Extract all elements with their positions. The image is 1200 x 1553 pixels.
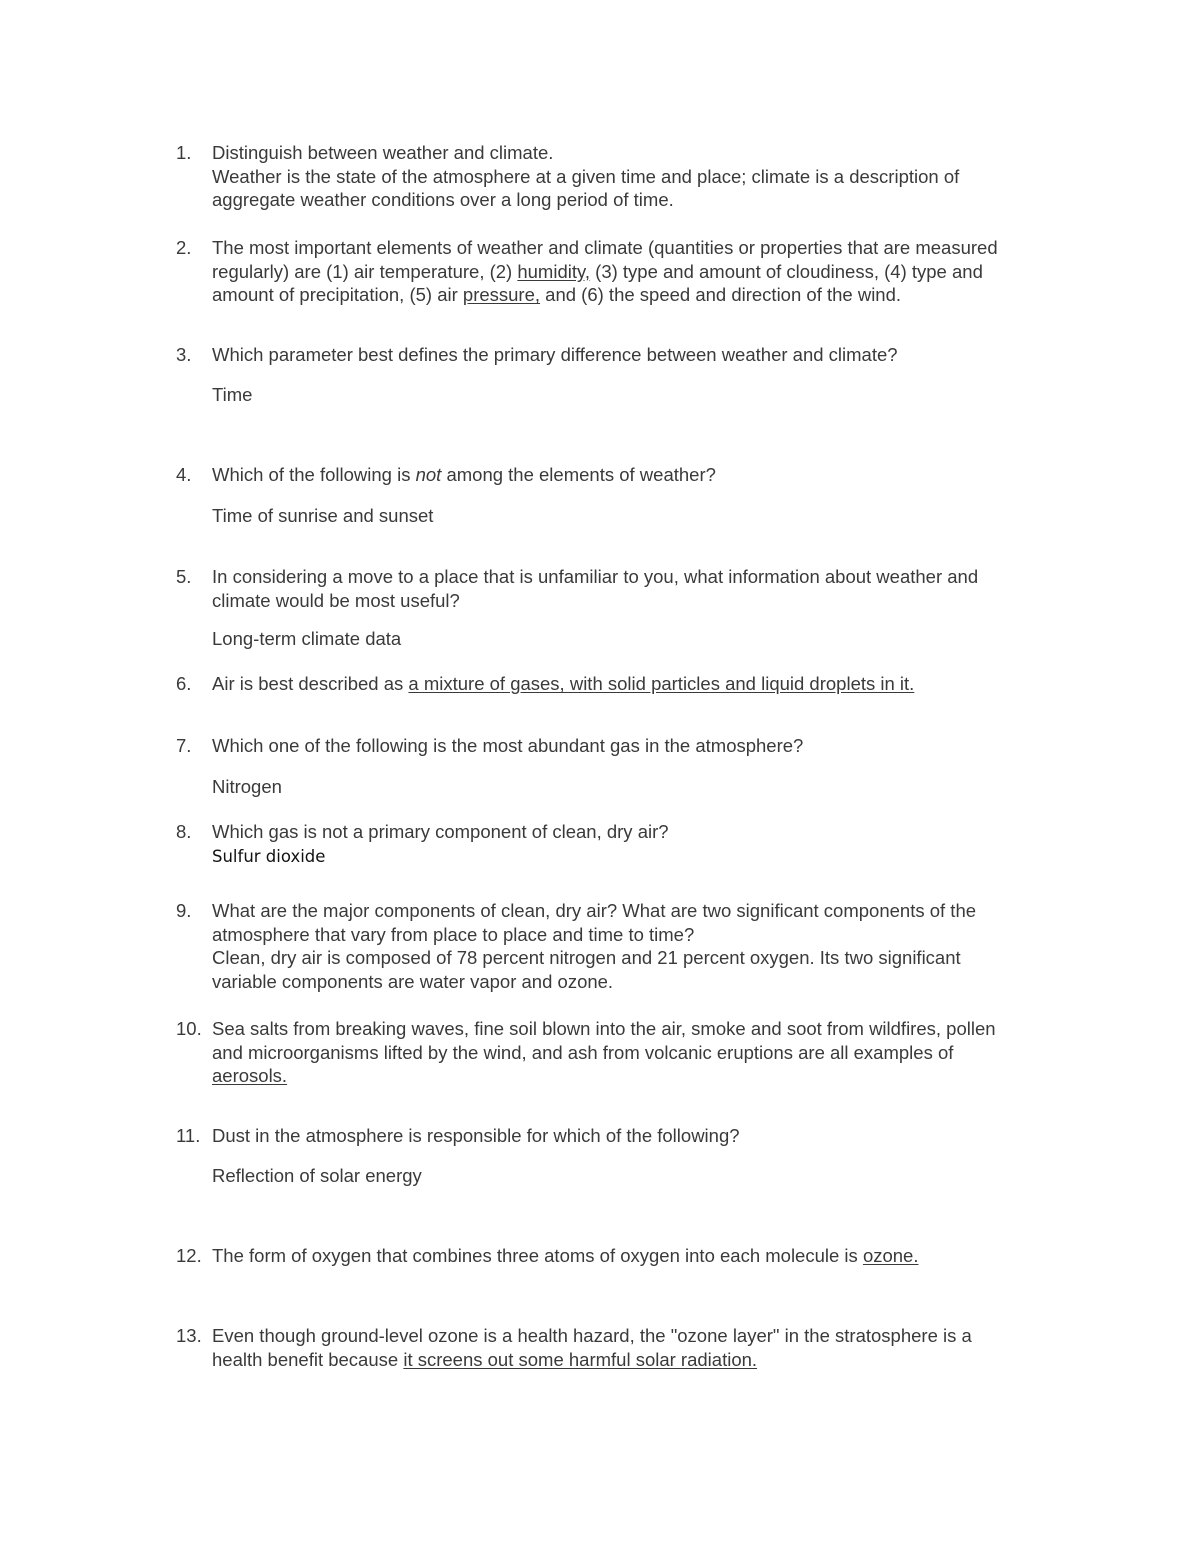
item-number: 10. bbox=[176, 1018, 202, 1039]
item-number: 4. bbox=[176, 464, 192, 485]
question-text: Even though ground-level ozone is a health hazard, the "ozone layer" in the stratosphere is a bbox=[212, 1325, 972, 1346]
text-run: and (6) the speed and direction of the wind. bbox=[540, 284, 902, 305]
filled-blank: pressure, bbox=[462, 284, 541, 305]
answer-text: Clean, dry air is composed of 78 percent nitrogen and 21 percent oxygen. Its two significant bbox=[212, 947, 961, 968]
answer-text: Reflection of solar energy bbox=[212, 1165, 422, 1186]
question-text bbox=[212, 672, 1062, 696]
question-text: atmosphere that vary from place to place and time to time? bbox=[212, 923, 695, 945]
question-text: Which parameter best defines the primary difference between weather and climate? bbox=[212, 344, 898, 365]
item-number: 2. bbox=[176, 237, 192, 258]
text-run: among the elements of weather? bbox=[441, 464, 716, 485]
text-run: health benefit because bbox=[212, 1348, 404, 1370]
question-text bbox=[212, 283, 1062, 307]
question-text: Sea salts from breaking waves, fine soil blown into the air, smoke and soot from wildfires, pollen bbox=[212, 1018, 996, 1039]
text-run: regularly) are (1) air temperature, (2) bbox=[212, 260, 518, 282]
answer-text: Weather is the state of the atmosphere at a given time and place; climate is a description of bbox=[212, 165, 960, 187]
item-number: 9. bbox=[176, 900, 192, 921]
filled-blank: aerosols. bbox=[212, 1065, 288, 1086]
item-number: 13. bbox=[176, 1325, 202, 1346]
question-text: Dust in the atmosphere is responsible for which of the following? bbox=[212, 1125, 740, 1146]
answer-text: Time of sunrise and sunset bbox=[212, 505, 434, 526]
item-number: 12. bbox=[176, 1245, 202, 1266]
answer-text: variable components are water vapor and ozone. bbox=[212, 970, 614, 992]
question-text: The most important elements of weather and climate (quantities or properties that are measured bbox=[212, 237, 998, 258]
question-text bbox=[212, 1064, 1062, 1088]
item-number: 7. bbox=[176, 735, 192, 756]
filled-blank: it screens out some harmful solar radiation. bbox=[403, 1348, 758, 1370]
text-run: Which of the following is bbox=[212, 464, 416, 485]
question-text: In considering a move to a place that is unfamiliar to you, what information about weather and bbox=[212, 566, 979, 587]
text-run: Air is best described as bbox=[212, 673, 409, 694]
question-text: Distinguish between weather and climate. bbox=[212, 142, 554, 163]
answer-text: Long-term climate data bbox=[212, 628, 402, 649]
question-text bbox=[212, 260, 1062, 284]
question-text bbox=[212, 1348, 1062, 1372]
question-text: climate would be most useful? bbox=[212, 589, 460, 611]
item-number: 6. bbox=[176, 673, 192, 694]
item-number: 5. bbox=[176, 566, 192, 587]
emphasis-text: not bbox=[415, 464, 442, 485]
text-run: (3) type and amount of cloudiness, (4) type and bbox=[590, 260, 983, 282]
item-number: 11. bbox=[176, 1125, 201, 1146]
text-run: amount of precipitation, (5) air bbox=[212, 284, 463, 305]
question-text: Which gas is not a primary component of clean, dry air? bbox=[212, 821, 669, 842]
answer-text: Nitrogen bbox=[212, 776, 282, 797]
question-text: Which one of the following is the most abundant gas in the atmosphere? bbox=[212, 735, 804, 756]
answer-text: aggregate weather conditions over a long period of time. bbox=[212, 189, 674, 210]
filled-blank: humidity, bbox=[517, 260, 591, 282]
question-text: What are the major components of clean, dry air? What are two significant components of the bbox=[212, 900, 977, 921]
filled-blank: ozone. bbox=[862, 1245, 919, 1266]
question-text bbox=[212, 1244, 1062, 1268]
answer-text: Time bbox=[212, 384, 253, 405]
item-number: 1. bbox=[176, 142, 192, 163]
answer-text: Sulfur dioxide bbox=[212, 847, 326, 866]
item-number: 8. bbox=[176, 821, 192, 842]
item-number: 3. bbox=[176, 344, 192, 365]
question-text: and microorganisms lifted by the wind, and ash from volcanic eruptions are all examples of bbox=[212, 1041, 954, 1063]
question-text bbox=[212, 463, 1062, 487]
filled-blank: a mixture of gases, with solid particles and liquid droplets in it. bbox=[408, 673, 915, 694]
text-run: The form of oxygen that combines three atoms of oxygen into each molecule is bbox=[212, 1245, 863, 1266]
